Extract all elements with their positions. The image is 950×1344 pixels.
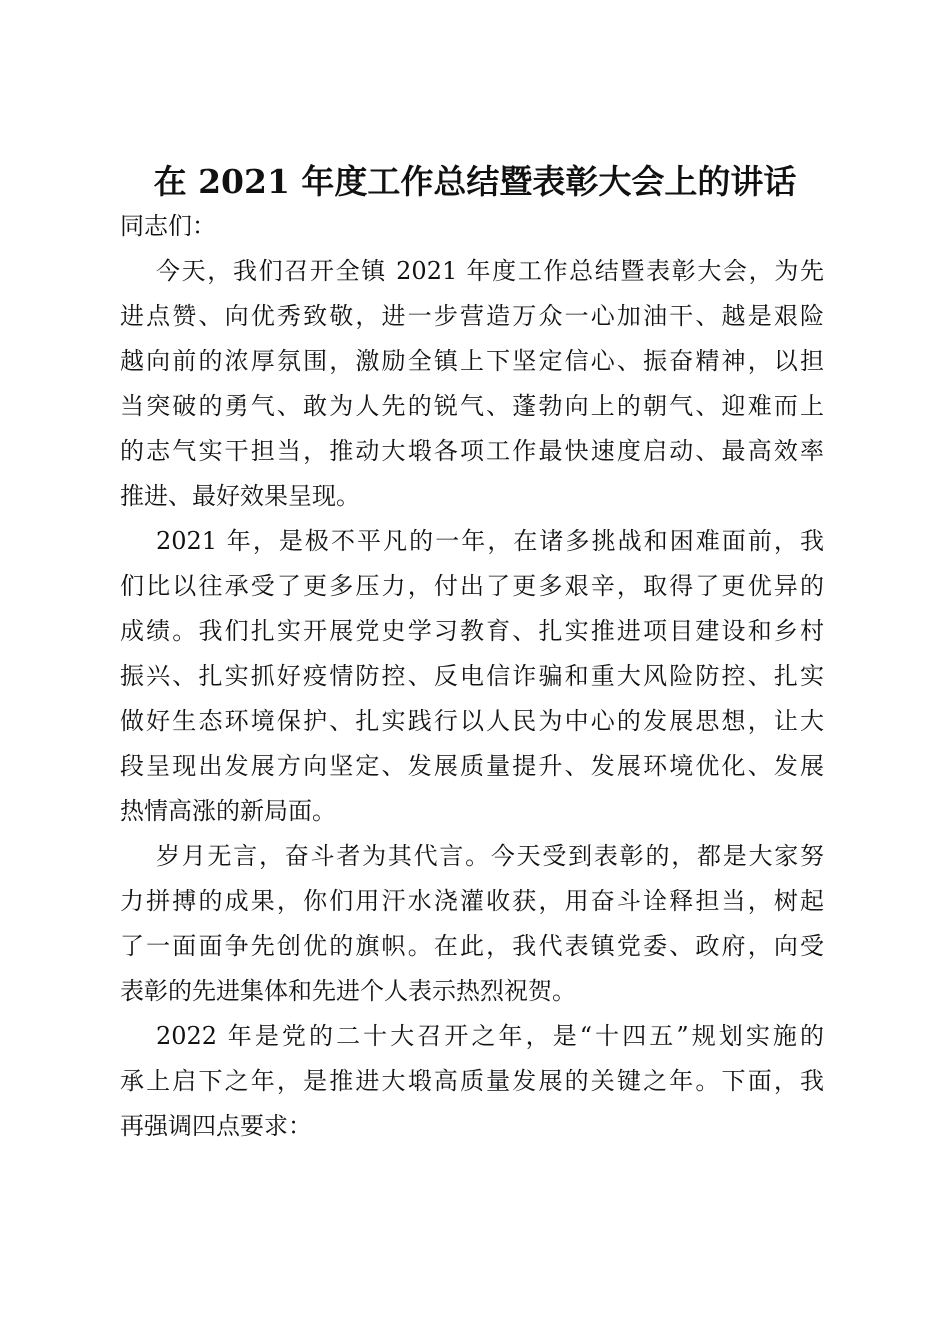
text-line: 段呈现出发展方向坚定、发展质量提升、发展环境优化、发展	[120, 752, 824, 780]
text-line: 推进、最好效果呈现。	[120, 482, 360, 510]
text-line: 越向前的浓厚氛围，激励全镇上下坚定信心、振奋精神，以担	[120, 347, 824, 375]
text-line: 的志气实干担当，推动大塅各项工作最快速度启动、最高效率	[120, 437, 824, 465]
text-line: 今天，我们召开全镇 2021 年度工作总结暨表彰大会，为先	[156, 257, 824, 285]
text-line: 热情高涨的新局面。	[120, 797, 336, 825]
document-title: 在 2021 年度工作总结暨表彰大会上的讲话	[153, 162, 797, 202]
text-line: 了一面面争先创优的旗帜。在此，我代表镇党委、政府，向受	[120, 932, 824, 960]
text-line: 成绩。我们扎实开展党史学习教育、扎实推进项目建设和乡村	[120, 617, 824, 645]
text-line: 进点赞、向优秀致敬，进一步营造万众一心加油干、越是艰险	[120, 302, 824, 330]
salutation: 同志们：	[120, 212, 216, 240]
text-line: 再强调四点要求：	[120, 1112, 312, 1140]
paragraph-1	[120, 249, 824, 519]
text-line: 岁月无言，奋斗者为其代言。今天受到表彰的，都是大家努	[156, 842, 824, 870]
text-line: 做好生态环境保护、扎实践行以人民为中心的发展思想，让大	[120, 707, 824, 735]
text-line: 承上启下之年，是推进大塅高质量发展的关键之年。下面，我	[120, 1067, 824, 1095]
text-line: 当突破的勇气、敢为人先的锐气、蓬勃向上的朝气、迎难而上	[120, 392, 824, 420]
text-line: 们比以往承受了更多压力，付出了更多艰辛，取得了更优异的	[120, 572, 824, 600]
text-line: 力拼搏的成果，你们用汗水浇灌收获，用奋斗诠释担当，树起	[120, 887, 824, 915]
document-body	[120, 204, 824, 1149]
paragraph-3	[120, 834, 824, 1014]
text-line: 振兴、扎实抓好疫情防控、反电信诈骗和重大风险防控、扎实	[120, 662, 824, 690]
text-line: 2022 年是党的二十大召开之年，是“十四五”规划实施的	[156, 1022, 824, 1050]
paragraph-2	[120, 519, 824, 834]
paragraph-4	[120, 1014, 824, 1149]
text-line: 2021 年，是极不平凡的一年，在诸多挑战和困难面前，我	[156, 527, 824, 555]
text-line: 表彰的先进集体和先进个人表示热烈祝贺。	[120, 977, 576, 1005]
